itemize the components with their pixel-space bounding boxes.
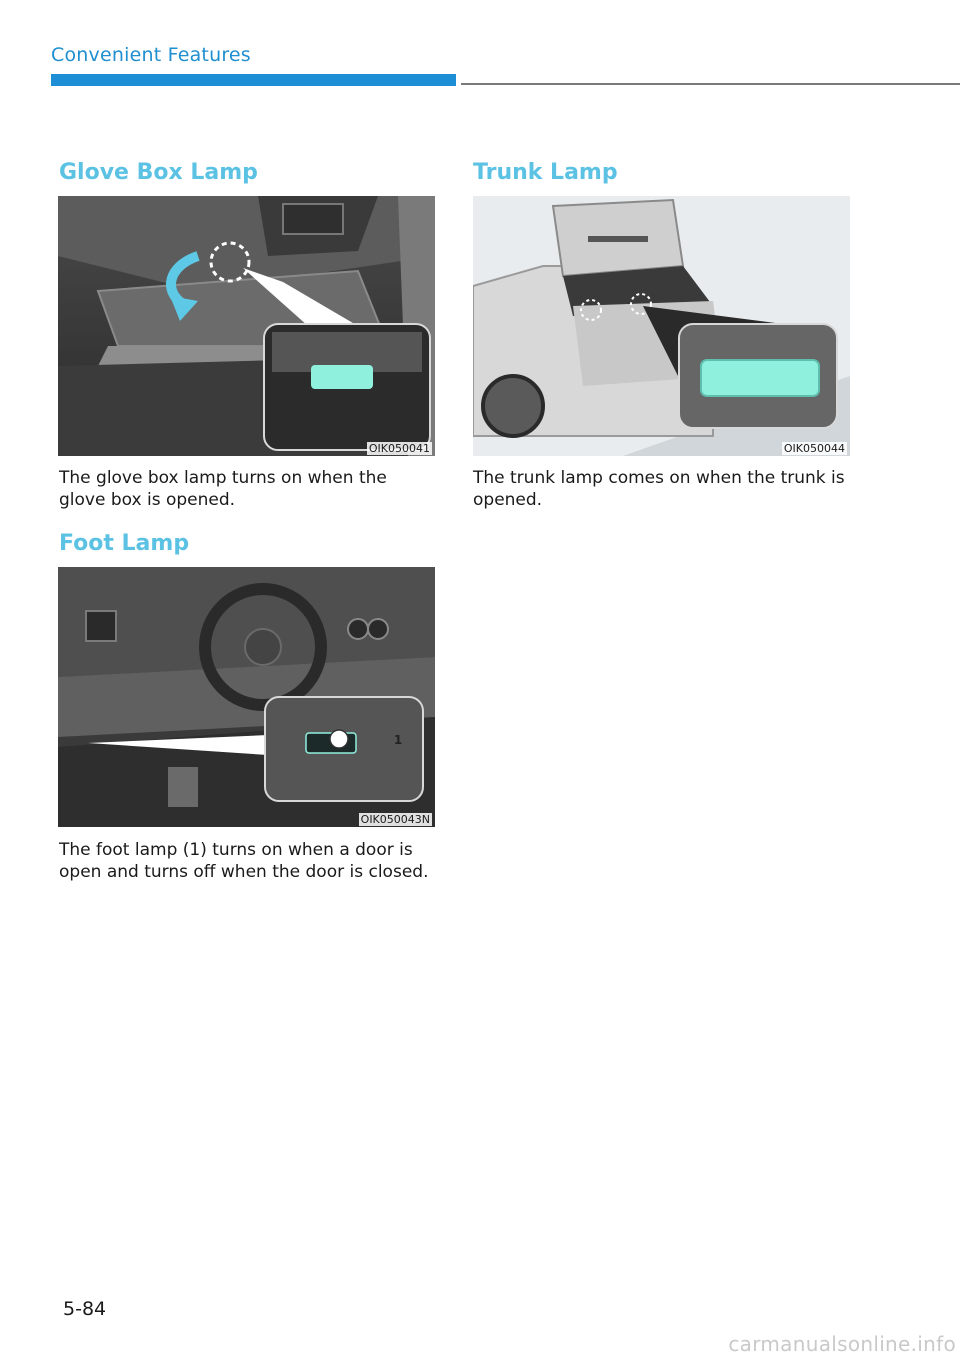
foot-lamp-illustration [58, 567, 435, 827]
figure-code: OIK050041 [368, 442, 430, 455]
trunk-lamp-description: The trunk lamp comes on when the trunk is opened. [473, 468, 845, 510]
section-title-foot-lamp: Foot Lamp [59, 531, 190, 556]
page-number: 5-84 [63, 1298, 107, 1320]
figure-code: OIK050044 [783, 442, 845, 455]
foot-lamp-description: The foot lamp (1) turns on when a door is open and turns off when the door is closed. [59, 840, 429, 882]
watermark: carmanualsonline.info [728, 1332, 956, 1356]
header-accent-bar [51, 74, 456, 86]
glove-box-lamp-illustration [58, 196, 435, 456]
header-rule [461, 83, 960, 85]
chapter-title: Convenient Features [51, 44, 251, 66]
section-title-glove-box-lamp: Glove Box Lamp [59, 160, 258, 185]
glove-box-lamp-description: The glove box lamp turns on when the glove box is opened. [59, 468, 387, 510]
section-title-trunk-lamp: Trunk Lamp [473, 160, 618, 185]
figure-code: OIK050043N [360, 813, 430, 826]
trunk-lamp-illustration [473, 196, 850, 456]
callout-number: 1 [393, 733, 403, 747]
